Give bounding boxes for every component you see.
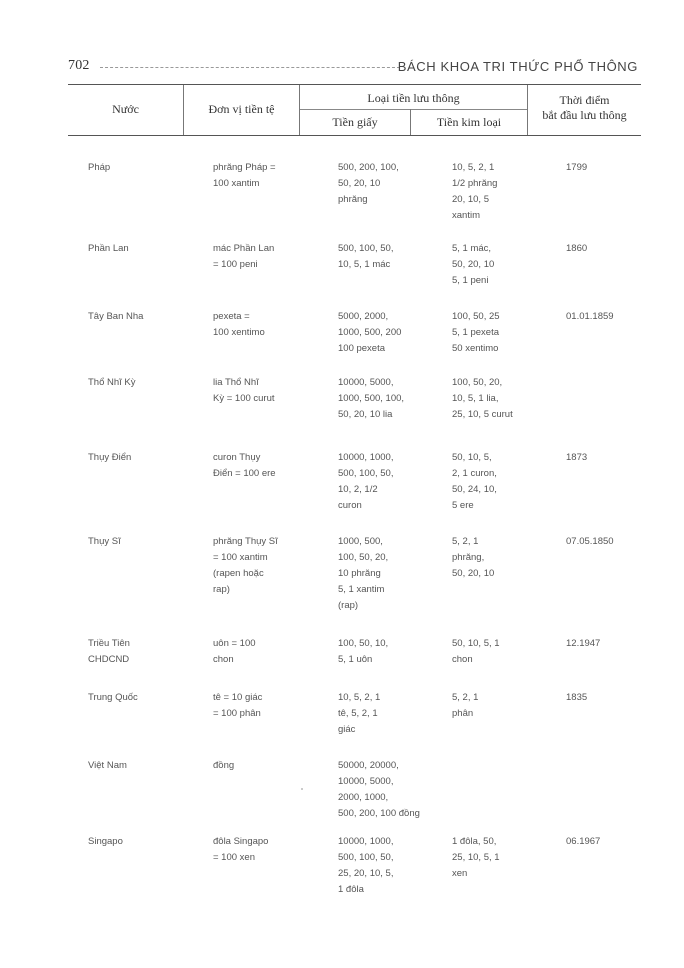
cell-country: Thụy Sĩ (88, 536, 121, 547)
cell-paper-money: 50000, 20000, 10000, 5000, 2000, 1000, 500, 200, 100 đồng (338, 760, 420, 819)
cell-coins: 10, 5, 2, 1 1/2 phrăng 20, 10, 5 xantim (452, 162, 498, 221)
cell-coins: 50, 10, 5, 1 chon (452, 638, 500, 665)
cell-country: Thụy Điển (88, 452, 132, 463)
cell-paper-money: 500, 200, 100, 50, 20, 10 phrăng (338, 162, 399, 205)
column-header-unit: Đơn vị tiền tệ (208, 102, 275, 116)
cell-coins: 5, 1 mác, 50, 20, 10 5, 1 peni (452, 243, 495, 286)
cell-unit: đồng (213, 760, 235, 771)
cell-start-date: 07.05.1850 (566, 536, 614, 547)
cell-coins: 1 đôla, 50, 25, 10, 5, 1 xen (452, 836, 500, 879)
column-header-coin: Tiền kim loại (436, 115, 502, 129)
cell-country: Singapo (88, 836, 123, 847)
cell-unit: phrăng Thụy Sĩ = 100 xantim (rapen hoặc rap) (213, 536, 278, 595)
cell-start-date: 06.1967 (566, 836, 601, 847)
cell-coins: 100, 50, 25 5, 1 pexeta 50 xentimo (452, 311, 500, 354)
cell-unit: pexeta = 100 xentimo (213, 311, 265, 338)
cell-coins: 100, 50, 20, 10, 5, 1 lia, 25, 10, 5 curut (452, 377, 513, 420)
running-title: BÁCH KHOA TRI THỨC PHỔ THÔNG (397, 59, 638, 74)
cell-unit: tê = 10 giác = 100 phân (213, 692, 263, 719)
cell-country: Trung Quốc (88, 692, 138, 703)
cell-start-date: 1835 (566, 692, 588, 703)
cell-unit: curon Thụy Điển = 100 ere (213, 452, 276, 479)
cell-country: Triều Tiên CHDCND (88, 638, 130, 665)
page-number: 702 (68, 58, 90, 73)
column-header-start-date-line2: bắt đầu lưu thông (542, 108, 627, 122)
cell-country: Phần Lan (88, 243, 129, 254)
header-rule (100, 67, 400, 68)
cell-paper-money: 10, 5, 2, 1 tê, 5, 2, 1 giác (338, 692, 381, 735)
column-header-circulation-group: Loại tiền lưu thông (367, 91, 460, 105)
cell-unit: phrăng Pháp = 100 xantim (213, 162, 276, 189)
group-divider (300, 109, 527, 110)
cell-country: Việt Nam (88, 760, 127, 771)
cell-start-date: 1873 (566, 452, 588, 463)
cell-country: Pháp (88, 162, 111, 173)
cell-paper-money: 10000, 5000, 1000, 500, 100, 50, 20, 10 lia (338, 377, 405, 420)
cell-paper-money: 1000, 500, 100, 50, 20, 10 phrăng 5, 1 xantim (rap) (338, 536, 389, 611)
cell-country: Thổ Nhĩ Kỳ (88, 377, 136, 388)
cell-unit: đôla Singapo = 100 xen (213, 836, 269, 863)
cell-coins: 5, 2, 1 phân (452, 692, 479, 719)
cell-paper-money: 10000, 1000, 500, 100, 50, 25, 20, 10, 5, 1 đôla (338, 836, 394, 895)
cell-start-date: 1860 (566, 243, 588, 254)
cell-coins: 5, 2, 1 phrăng, 50, 20, 10 (452, 536, 495, 579)
cell-unit: mác Phần Lan = 100 peni (213, 243, 275, 270)
cell-start-date: 01.01.1859 (566, 311, 614, 322)
scan-speck (301, 788, 303, 790)
cell-start-date: 1799 (566, 162, 588, 173)
cell-coins: 50, 10, 5, 2, 1 curon, 50, 24, 10, 5 ere (452, 452, 497, 511)
cell-paper-money: 10000, 1000, 500, 100, 50, 10, 2, 1/2 curon (338, 452, 394, 511)
cell-start-date: 12.1947 (566, 638, 601, 649)
cell-unit: uôn = 100 chon (213, 638, 256, 665)
cell-paper-money: 500, 100, 50, 10, 5, 1 mác (338, 243, 394, 270)
cell-paper-money: 5000, 2000, 1000, 500, 200 100 pexeta (338, 311, 402, 354)
table-header (68, 84, 641, 136)
column-header-country: Nước (112, 102, 139, 116)
column-header-paper: Tiền giấy (332, 115, 378, 129)
column-header-start-date-line1: Thời điểm (559, 93, 610, 107)
cell-paper-money: 100, 50, 10, 5, 1 uôn (338, 638, 389, 665)
cell-unit: lia Thổ Nhĩ Kỳ = 100 curut (213, 377, 275, 404)
cell-country: Tây Ban Nha (88, 311, 144, 322)
column-header-start-date (528, 93, 641, 123)
